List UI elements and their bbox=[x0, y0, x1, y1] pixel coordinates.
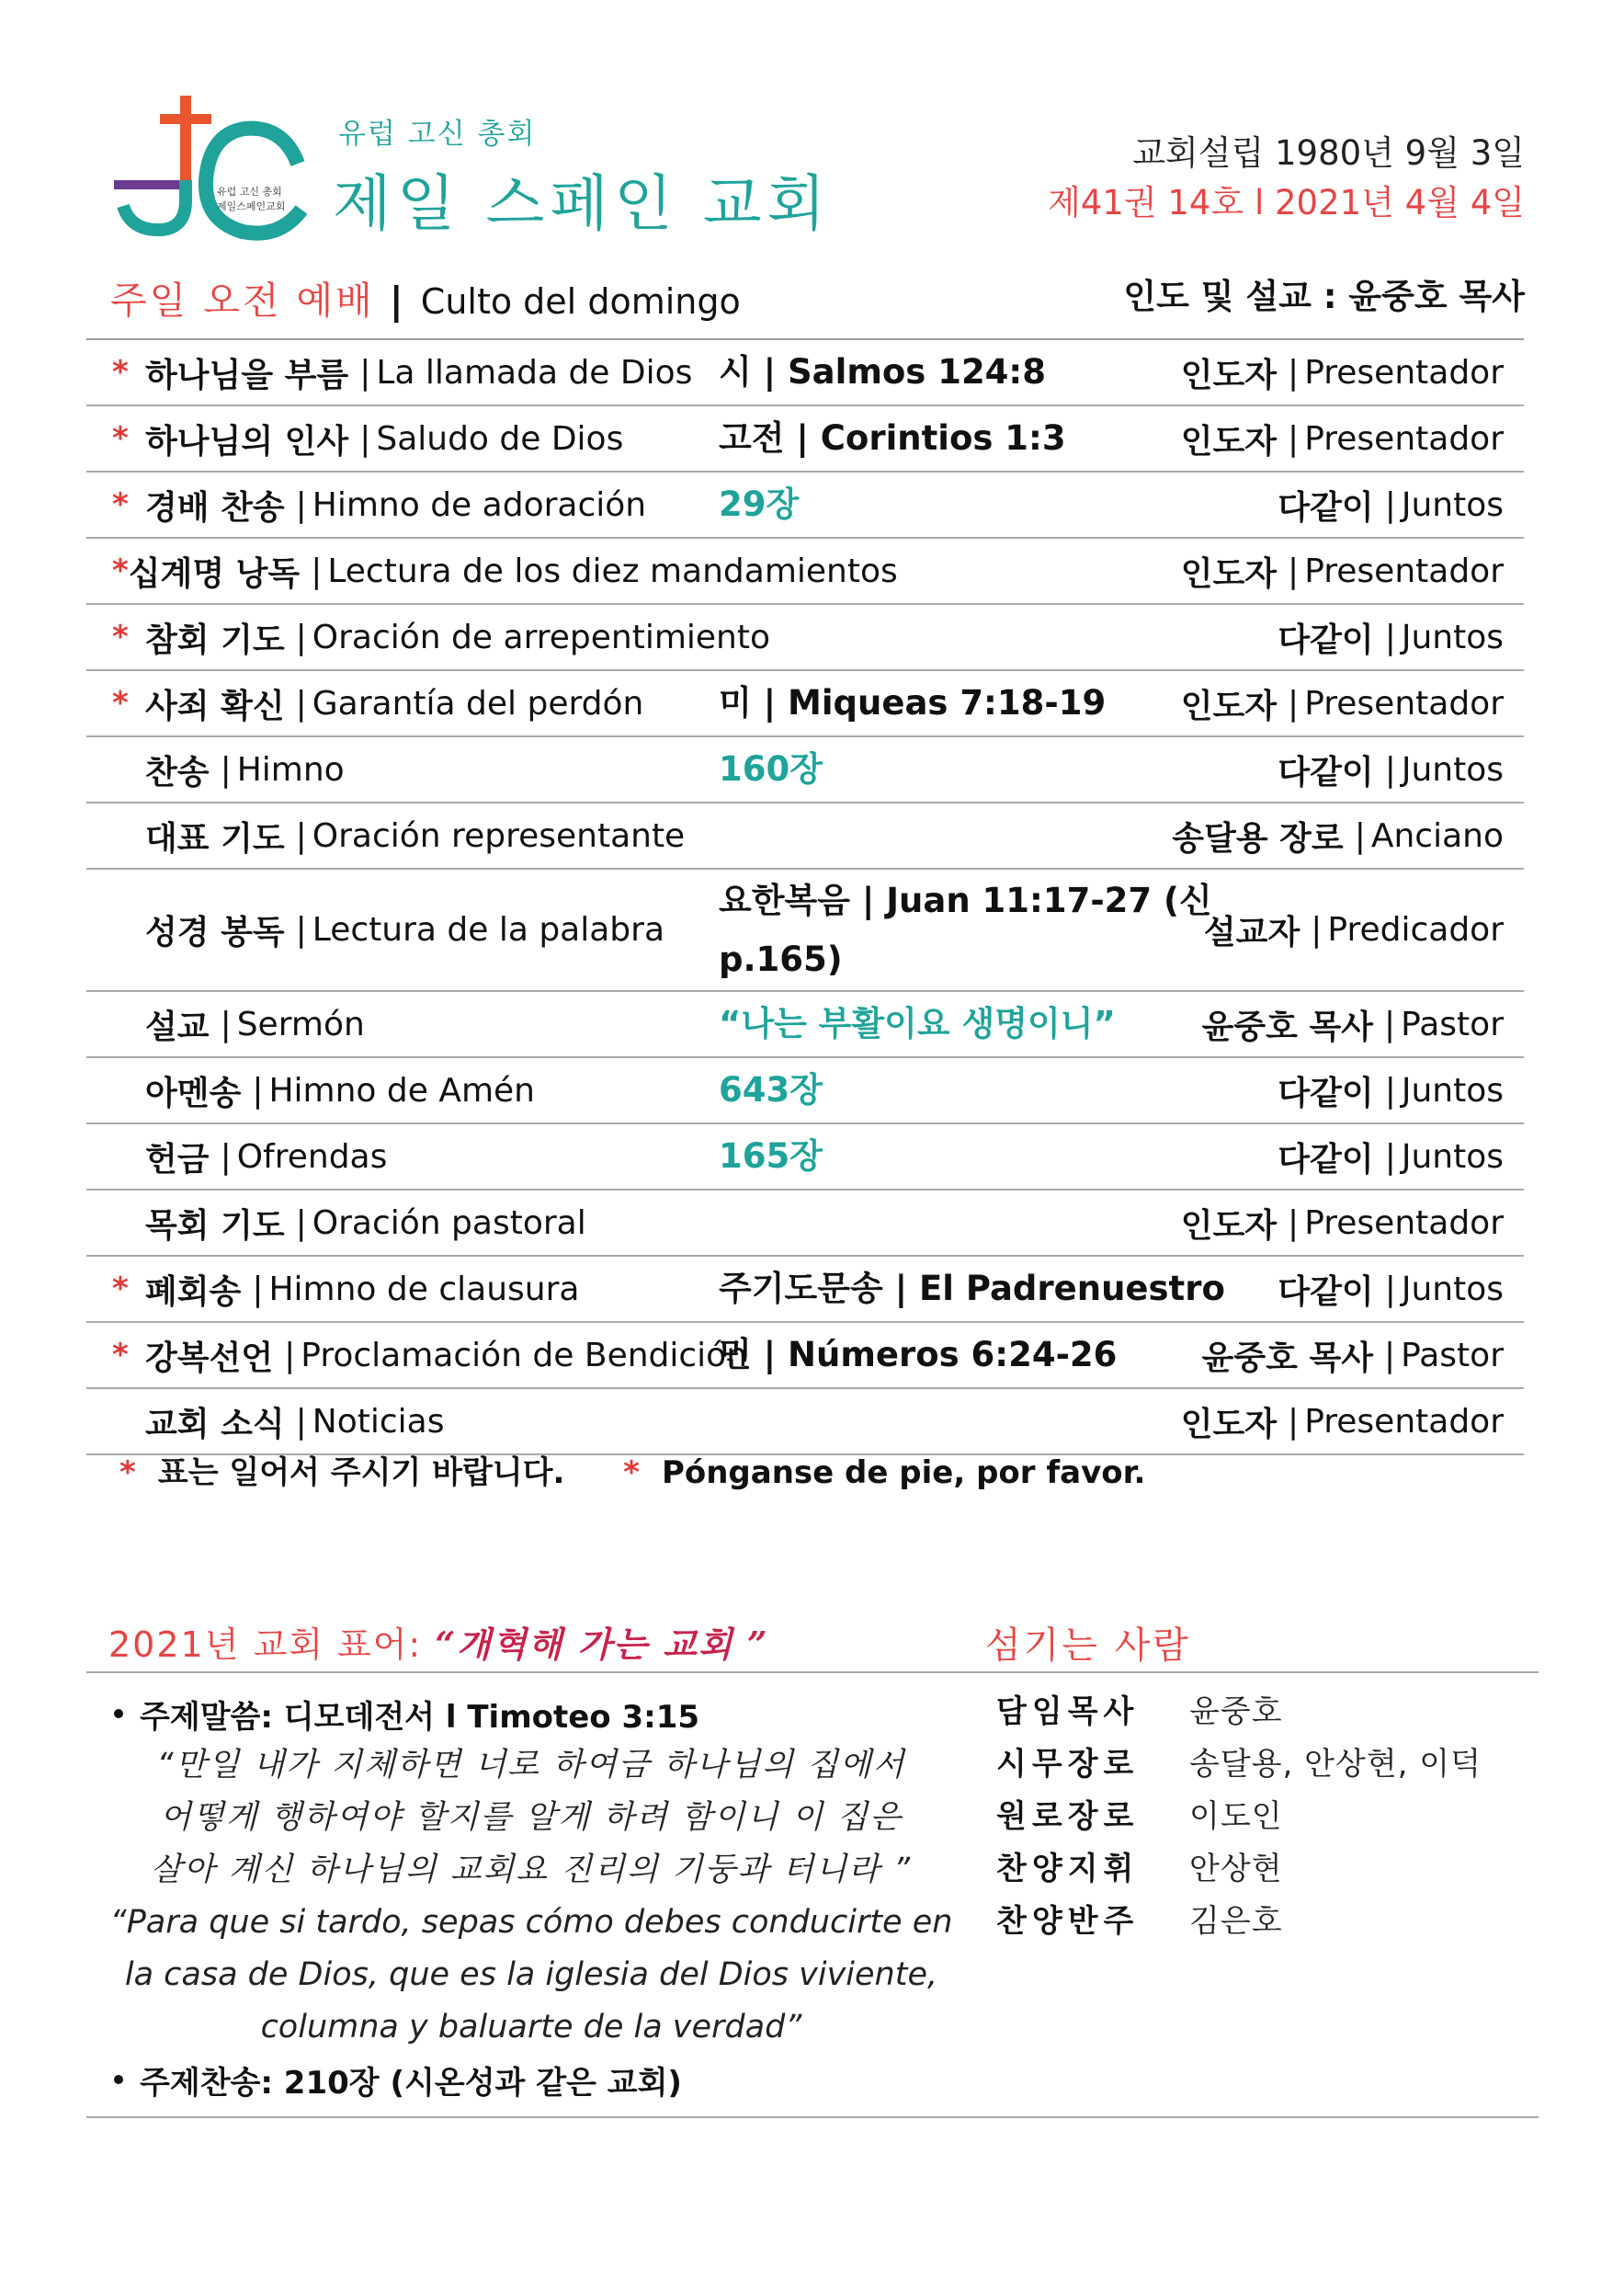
server-names: 윤중호 bbox=[1189, 1693, 1283, 1730]
order-reference: 민 | Números 6:24-26 bbox=[719, 1335, 1118, 1374]
order-leader bbox=[1181, 406, 1504, 471]
order-item-separator: | bbox=[359, 419, 371, 458]
verse-es-line: la casa de Dios, que es la iglesia del Dios viviente, bbox=[124, 1956, 938, 1993]
order-item-kr: 찬송 bbox=[145, 753, 210, 792]
order-item-es: Himno de Amén bbox=[268, 1071, 535, 1110]
divider bbox=[86, 1671, 1539, 1673]
standing-note-kr: 표는 일어서 주시기 바랍니다. bbox=[157, 1454, 565, 1491]
order-leader-separator: | bbox=[1384, 1270, 1396, 1308]
order-item bbox=[112, 870, 792, 990]
service-title-separator: | bbox=[389, 279, 406, 323]
server-row bbox=[996, 1892, 1482, 1944]
order-row bbox=[86, 539, 1524, 605]
server-row bbox=[996, 1735, 1482, 1787]
stand-marker: * bbox=[112, 553, 129, 589]
order-item bbox=[112, 340, 792, 405]
founded-date: 교회설립 1980년 9월 3일 bbox=[1132, 133, 1525, 173]
order-item-separator: | bbox=[295, 1203, 307, 1242]
order-item-kr: 헌금 bbox=[145, 1140, 210, 1179]
order-leader-kr: 다같이 bbox=[1278, 488, 1374, 527]
order-leader-separator: | bbox=[1288, 1402, 1300, 1441]
order-leader bbox=[1181, 1389, 1504, 1453]
order-item-kr: 경배 찬송 bbox=[145, 488, 285, 527]
order-leader-es: Juntos bbox=[1401, 1270, 1504, 1308]
church-logo bbox=[114, 92, 307, 248]
order-leader-kr: 설교자 bbox=[1203, 914, 1300, 951]
order-leader-kr: 다같이 bbox=[1278, 1272, 1374, 1311]
order-reference: 미 | Miqueas 7:18-19 bbox=[719, 683, 1107, 723]
order-item-es: Proclamación de Bendición bbox=[301, 1336, 748, 1374]
order-leader-separator: | bbox=[1384, 1336, 1396, 1374]
verse-kr-line: 어떻게 행하여야 할지를 알게 하려 함이니 이 집은 bbox=[159, 1799, 903, 1836]
order-reference: “나는 부활이요 생명이니” bbox=[719, 1004, 1116, 1043]
order-leader-kr: 다같이 bbox=[1278, 753, 1374, 792]
order-leader-es: Pastor bbox=[1401, 1336, 1504, 1374]
motto-prefix: 2021년 교회 표어: bbox=[108, 1624, 423, 1665]
order-leader bbox=[1278, 1257, 1504, 1321]
order-of-service-table bbox=[86, 338, 1524, 1455]
order-item-separator: | bbox=[311, 552, 323, 590]
order-leader-separator: | bbox=[1354, 816, 1366, 855]
order-row bbox=[86, 671, 1524, 737]
order-item-es: La llamada de Dios bbox=[376, 353, 693, 392]
standing-note bbox=[119, 1447, 1145, 1492]
order-item-es: Oración representante bbox=[312, 816, 686, 855]
order-item-es: Oración de arrepentimiento bbox=[312, 618, 770, 656]
server-row bbox=[996, 1787, 1482, 1840]
order-row bbox=[86, 1191, 1524, 1257]
order-reference: 29장 bbox=[719, 484, 800, 524]
order-leader-kr: 윤중호 목사 bbox=[1201, 1008, 1373, 1046]
order-row bbox=[86, 1058, 1524, 1124]
order-item bbox=[112, 671, 792, 735]
order-leader-kr: 인도자 bbox=[1180, 554, 1278, 593]
order-item-kr: 설교 bbox=[145, 1008, 210, 1046]
order-item-separator: | bbox=[295, 618, 307, 656]
server-names: 김은호 bbox=[1189, 1903, 1283, 1940]
stand-marker: * bbox=[112, 619, 129, 655]
order-leader-kr: 다같이 bbox=[1278, 621, 1374, 659]
order-leader-es: Anciano bbox=[1370, 816, 1504, 855]
service-title-es: Culto del domingo bbox=[420, 281, 741, 322]
order-item bbox=[112, 803, 792, 868]
order-leader-kr: 윤중호 목사 bbox=[1201, 1339, 1373, 1377]
order-item-kr: 하나님의 인사 bbox=[145, 422, 349, 461]
servers-list bbox=[996, 1682, 1482, 1944]
order-reference: 고전 | Corintios 1:3 bbox=[719, 418, 1066, 458]
church-name: 제일 스페인 교회 bbox=[333, 168, 832, 239]
order-item-separator: | bbox=[295, 816, 307, 855]
order-leader bbox=[1204, 870, 1504, 990]
order-reference: 주기도문송 | El Padrenuestro bbox=[719, 1269, 1225, 1308]
order-row bbox=[86, 803, 1524, 870]
order-leader-kr: 송달용 장로 bbox=[1172, 819, 1344, 858]
order-item-kr: 폐회송 bbox=[145, 1272, 242, 1311]
theme-hymn-text: 주제찬송: 210장 (시온성과 같은 교회) bbox=[140, 2064, 682, 2102]
order-leader-separator: | bbox=[1384, 618, 1396, 656]
servers-title: 섬기는 사람 bbox=[985, 1624, 1191, 1667]
theme-hymn bbox=[108, 2054, 954, 2105]
order-leader-separator: | bbox=[1288, 419, 1300, 458]
order-item-kr: 성경 봉독 bbox=[145, 914, 285, 951]
server-role: 원로장로 bbox=[996, 1798, 1140, 1835]
order-leader bbox=[1202, 1323, 1504, 1387]
order-item-es: Ofrendas bbox=[236, 1137, 388, 1176]
order-leader-es: Juntos bbox=[1401, 1071, 1504, 1110]
order-item bbox=[112, 737, 792, 802]
server-names: 안상현 bbox=[1189, 1851, 1283, 1887]
order-item bbox=[112, 539, 898, 603]
order-leader-kr: 다같이 bbox=[1278, 1140, 1374, 1179]
stand-marker: * bbox=[112, 420, 129, 457]
order-reference: 시 | Salmos 124:8 bbox=[719, 352, 1046, 392]
stand-marker: * bbox=[112, 685, 129, 722]
order-leader-es: Juntos bbox=[1401, 485, 1504, 524]
motto-quote-open: “ bbox=[435, 1624, 458, 1665]
standing-note-es: Pónganse de pie, por favor. bbox=[661, 1454, 1146, 1491]
order-item-kr: 대표 기도 bbox=[145, 819, 285, 858]
order-leader bbox=[1278, 1124, 1504, 1189]
server-names: 송달용, 안상현, 이덕 bbox=[1189, 1746, 1482, 1783]
order-leader bbox=[1278, 1058, 1504, 1122]
order-leader bbox=[1278, 737, 1504, 802]
order-item-kr: 목회 기도 bbox=[145, 1206, 285, 1245]
order-leader-kr: 인도자 bbox=[1180, 422, 1278, 461]
order-item-kr: 아멘송 bbox=[145, 1074, 242, 1112]
order-leader-es: Presentador bbox=[1304, 419, 1504, 458]
order-item bbox=[112, 1124, 792, 1189]
order-leader-separator: | bbox=[1384, 485, 1396, 524]
order-item bbox=[112, 992, 792, 1056]
church-motto bbox=[108, 1616, 769, 1667]
order-reference: 643장 bbox=[719, 1070, 823, 1110]
server-role: 담임목사 bbox=[996, 1693, 1140, 1730]
order-leader-es: Presentador bbox=[1304, 552, 1504, 590]
order-leader-kr: 인도자 bbox=[1180, 687, 1278, 725]
theme-verse-es bbox=[108, 1897, 954, 2054]
order-item-es: Himno de adoración bbox=[312, 485, 647, 524]
server-role: 찬양지휘 bbox=[996, 1851, 1140, 1887]
order-item-separator: | bbox=[295, 1402, 307, 1441]
order-row bbox=[86, 737, 1524, 803]
order-item-kr: 참회 기도 bbox=[145, 621, 285, 659]
order-leader-separator: | bbox=[1288, 353, 1300, 392]
order-row bbox=[86, 1124, 1524, 1191]
service-title bbox=[110, 270, 741, 325]
order-item-es: Lectura de los diez mandamientos bbox=[327, 552, 898, 590]
leader-preacher-line: 인도 및 설교 : 윤중호 목사 bbox=[1123, 277, 1525, 316]
theme-section bbox=[108, 1688, 954, 2105]
order-leader bbox=[1278, 605, 1504, 669]
order-row bbox=[86, 992, 1524, 1058]
order-item bbox=[112, 1257, 792, 1321]
order-leader-es: Presentador bbox=[1304, 1402, 1504, 1441]
order-leader-es: Presentador bbox=[1304, 353, 1504, 392]
order-item-es: Noticias bbox=[312, 1402, 445, 1441]
order-reference bbox=[719, 605, 1270, 669]
order-leader bbox=[1278, 473, 1504, 537]
order-leader bbox=[1181, 671, 1504, 735]
order-item bbox=[112, 1323, 792, 1387]
issue-info: 제41권 14호 l 2021년 4월 4일 bbox=[1048, 183, 1525, 222]
logo-text-line-2: 제일스페인교회 bbox=[217, 200, 286, 212]
order-item bbox=[112, 605, 792, 669]
note-star-icon: * bbox=[623, 1454, 640, 1491]
order-item bbox=[112, 1058, 792, 1122]
verse-es-line: columna y baluarte de la verdad” bbox=[260, 2009, 802, 2045]
order-leader-es: Presentador bbox=[1304, 1203, 1504, 1242]
order-leader-separator: | bbox=[1384, 1137, 1396, 1176]
order-row bbox=[86, 870, 1524, 992]
server-row bbox=[996, 1682, 1482, 1735]
motto-quote-close: ” bbox=[746, 1624, 769, 1665]
org-subtitle: 유럽 고신 총회 bbox=[338, 118, 537, 151]
order-leader-separator: | bbox=[1384, 1071, 1396, 1110]
order-item-separator: | bbox=[252, 1071, 264, 1110]
order-item-separator: | bbox=[359, 353, 371, 392]
bullet-icon bbox=[114, 2075, 123, 2084]
order-item-separator: | bbox=[220, 1137, 232, 1176]
note-star-icon: * bbox=[119, 1454, 136, 1491]
order-leader-kr: 인도자 bbox=[1180, 356, 1278, 394]
order-row bbox=[86, 605, 1524, 671]
stand-marker: * bbox=[112, 486, 129, 523]
order-leader bbox=[1181, 340, 1504, 405]
order-leader-kr: 인도자 bbox=[1180, 1206, 1278, 1245]
order-leader-es: Pastor bbox=[1401, 1005, 1504, 1043]
order-leader bbox=[1202, 992, 1504, 1056]
server-role: 시무장로 bbox=[996, 1746, 1140, 1783]
stand-marker: * bbox=[112, 1337, 129, 1373]
bullet-icon bbox=[114, 1709, 123, 1718]
order-leader-separator: | bbox=[1288, 552, 1300, 590]
order-item-kr: 교회 소식 bbox=[145, 1405, 285, 1443]
order-leader-es: Juntos bbox=[1401, 1137, 1504, 1176]
theme-verse-label-text: 주제말씀: 디모데전서 l Timoteo 3:15 bbox=[140, 1698, 700, 1736]
order-item-kr: 강복선언 bbox=[145, 1339, 274, 1377]
divider bbox=[86, 2116, 1539, 2118]
server-role: 찬양반주 bbox=[996, 1903, 1140, 1940]
order-item bbox=[112, 1389, 792, 1453]
order-item-es: Sermón bbox=[236, 1005, 365, 1043]
order-row bbox=[86, 1389, 1524, 1455]
order-leader-kr: 다같이 bbox=[1278, 1074, 1374, 1112]
order-row bbox=[86, 340, 1524, 406]
verse-kr-line: 살아 계신 하나님의 교회요 진리의 기둥과 터니라 ” bbox=[150, 1852, 913, 1888]
stand-marker: * bbox=[112, 1271, 129, 1307]
order-row bbox=[86, 1323, 1524, 1389]
verse-kr-line: “만일 내가 지체하면 너로 하여금 하나님의 집에서 bbox=[156, 1747, 906, 1783]
order-leader bbox=[1172, 803, 1504, 868]
order-leader-separator: | bbox=[1311, 911, 1323, 949]
order-leader-separator: | bbox=[1384, 750, 1396, 789]
server-row bbox=[996, 1840, 1482, 1892]
order-leader-separator: | bbox=[1288, 684, 1300, 723]
order-item-es: Garantía del perdón bbox=[312, 684, 644, 723]
order-row bbox=[86, 473, 1524, 539]
order-reference: 160장 bbox=[719, 749, 823, 789]
order-row bbox=[86, 406, 1524, 473]
order-item-es: Himno de clausura bbox=[268, 1270, 580, 1308]
order-item-kr: 십계명 낭독 bbox=[128, 554, 301, 593]
order-leader-es: Presentador bbox=[1304, 684, 1504, 723]
order-item-es: Oración pastoral bbox=[312, 1203, 586, 1242]
order-item-separator: | bbox=[220, 1005, 232, 1043]
order-item-separator: | bbox=[295, 911, 307, 949]
order-item-separator: | bbox=[220, 750, 232, 789]
motto-text: 개혁해 가는 교회 bbox=[457, 1624, 734, 1665]
order-leader-separator: | bbox=[1288, 1203, 1300, 1242]
service-title-kr: 주일 오전 예배 bbox=[110, 279, 375, 323]
order-leader-es: Juntos bbox=[1401, 618, 1504, 656]
order-item-es: Saludo de Dios bbox=[376, 419, 624, 458]
order-item-kr: 사죄 확신 bbox=[145, 687, 285, 725]
verse-es-line: “Para que si tardo, sepas cómo debes conducirte en bbox=[109, 1904, 953, 1941]
order-item-separator: | bbox=[284, 1336, 296, 1374]
order-item-kr: 하나님을 부름 bbox=[145, 356, 349, 394]
order-leader-es: Predicador bbox=[1327, 911, 1504, 949]
order-item-es: Lectura de la palabra bbox=[312, 911, 665, 949]
order-item-es: Himno bbox=[236, 750, 345, 789]
logo-text-line-1: 유럽 고신 총회 bbox=[217, 186, 282, 198]
order-leader-kr: 인도자 bbox=[1180, 1405, 1278, 1443]
order-item bbox=[112, 1191, 792, 1255]
server-names: 이도인 bbox=[1189, 1798, 1283, 1835]
order-item-separator: | bbox=[295, 684, 307, 723]
stand-marker: * bbox=[112, 354, 129, 391]
order-item bbox=[112, 473, 792, 537]
theme-verse-kr bbox=[108, 1739, 954, 1897]
order-item-separator: | bbox=[252, 1270, 264, 1308]
order-reference: 요한복음 | Juan 11:17-27 (신 p.165) bbox=[719, 880, 1212, 979]
theme-verse-label bbox=[108, 1688, 954, 1739]
order-item bbox=[112, 406, 792, 471]
order-leader bbox=[1181, 539, 1504, 603]
order-row bbox=[86, 1257, 1524, 1323]
order-leader-es: Juntos bbox=[1401, 750, 1504, 789]
order-leader bbox=[1181, 1191, 1504, 1255]
order-leader-separator: | bbox=[1384, 1005, 1396, 1043]
order-item-separator: | bbox=[295, 485, 307, 524]
order-reference: 165장 bbox=[719, 1136, 823, 1176]
